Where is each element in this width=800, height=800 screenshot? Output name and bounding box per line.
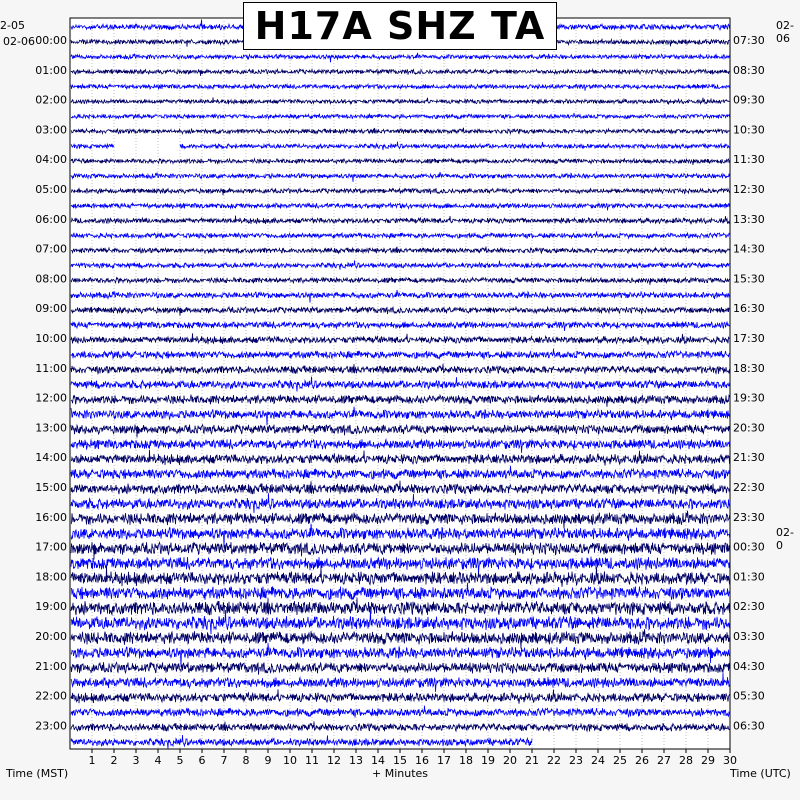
x-tick-label: 30: [723, 754, 737, 767]
right-hour-label: 17:30: [733, 332, 765, 345]
right-hour-label: 01:30: [733, 570, 765, 584]
x-tick-label: 17: [437, 754, 451, 767]
right-hour-label: 05:30: [733, 689, 765, 703]
right-hour-label: 18:30: [733, 361, 765, 375]
left-hour-label: 14:00: [35, 451, 67, 465]
left-hour-label: 17:00: [35, 540, 67, 554]
x-tick-label: 18: [459, 754, 473, 767]
chart-title: H17A SHZ TA: [243, 2, 557, 50]
x-tick-label: 19: [481, 754, 495, 767]
x-tick-label: 20: [503, 754, 517, 767]
right-hour-label: 16:30: [733, 302, 765, 316]
x-tick-label: 26: [635, 754, 649, 767]
x-tick-label: 24: [591, 754, 605, 767]
left-hour-label: 06:00: [35, 212, 67, 226]
date-right-mid: 02-0: [776, 526, 794, 552]
date-top-right: 02-06: [776, 19, 794, 45]
x-tick-label: 25: [613, 754, 627, 767]
x-tick-label: 9: [264, 754, 272, 767]
x-tick-label: 27: [657, 754, 671, 767]
x-axis-ticks: [89, 749, 738, 767]
date-second-left: 02-06: [3, 35, 35, 48]
x-tick-label: 3: [132, 754, 140, 767]
right-time-labels: [733, 34, 765, 732]
right-hour-label: 02:30: [733, 600, 765, 614]
x-tick-label: 16: [415, 754, 429, 767]
left-hour-label: 04:00: [35, 153, 67, 167]
x-tick-label: 14: [371, 754, 385, 767]
left-hour-label: 16:00: [35, 510, 67, 524]
left-hour-label: 08:00: [35, 272, 67, 286]
right-hour-label: 00:30: [733, 540, 765, 554]
right-hour-label: 08:30: [733, 63, 765, 77]
x-label-right: Time (UTC): [730, 767, 791, 780]
left-hour-label: 05:00: [35, 183, 67, 196]
left-time-labels: [35, 34, 67, 732]
left-hour-label: 22:00: [35, 689, 67, 703]
right-hour-label: 15:30: [733, 272, 765, 286]
left-hour-label: 13:00: [35, 421, 67, 435]
right-hour-label: 22:30: [733, 481, 765, 494]
right-hour-label: 19:30: [733, 391, 765, 405]
x-tick-label: 1: [88, 754, 96, 767]
x-tick-label: 6: [198, 754, 206, 767]
left-hour-label: 01:00: [35, 63, 67, 77]
right-hour-label: 21:30: [733, 451, 765, 465]
x-tick-label: 23: [569, 754, 583, 767]
right-hour-label: 03:30: [733, 630, 765, 643]
date-top-left: 2-05: [0, 19, 25, 32]
x-tick-label: 4: [154, 754, 162, 767]
right-hour-label: 04:30: [733, 659, 765, 673]
right-hour-label: 06:30: [733, 719, 765, 733]
x-label-left: Time (MST): [6, 767, 69, 780]
x-tick-label: 15: [393, 754, 407, 767]
x-tick-label: 13: [349, 754, 363, 767]
x-tick-label: 21: [525, 754, 539, 767]
left-hour-label: 11:00: [35, 361, 67, 375]
x-label-center: + Minutes: [372, 767, 429, 780]
x-tick-label: 8: [242, 754, 250, 767]
x-tick-label: 5: [176, 754, 184, 767]
left-hour-label: 23:00: [35, 719, 67, 733]
left-hour-label: 10:00: [35, 332, 67, 345]
x-tick-label: 10: [283, 754, 297, 767]
left-hour-label: 21:00: [35, 659, 67, 673]
left-hour-label: 03:00: [35, 123, 67, 137]
x-tick-label: 2: [110, 754, 118, 767]
left-hour-label: 09:00: [35, 302, 67, 316]
x-tick-label: 7: [220, 754, 228, 767]
x-tick-label: 11: [305, 754, 319, 767]
x-tick-label: 29: [701, 754, 715, 767]
left-hour-label: 00:00: [35, 34, 67, 47]
right-hour-label: 07:30: [733, 34, 765, 47]
left-hour-label: 19:00: [35, 600, 67, 614]
left-hour-label: 07:00: [35, 242, 67, 256]
x-tick-label: 22: [547, 754, 561, 767]
left-hour-label: 02:00: [35, 93, 67, 107]
left-hour-label: 12:00: [35, 391, 67, 405]
right-hour-label: 13:30: [733, 212, 765, 226]
x-tick-label: 28: [679, 754, 693, 767]
right-hour-label: 12:30: [733, 183, 765, 196]
right-hour-label: 20:30: [733, 421, 765, 435]
right-hour-label: 09:30: [733, 93, 765, 107]
left-hour-label: 18:00: [35, 570, 67, 584]
x-tick-label: 12: [327, 754, 341, 767]
right-hour-label: 11:30: [733, 153, 765, 167]
right-hour-label: 10:30: [733, 123, 765, 137]
right-hour-label: 14:30: [733, 242, 765, 256]
left-hour-label: 20:00: [35, 630, 67, 643]
left-hour-label: 15:00: [35, 481, 67, 494]
right-hour-label: 23:30: [733, 510, 765, 524]
